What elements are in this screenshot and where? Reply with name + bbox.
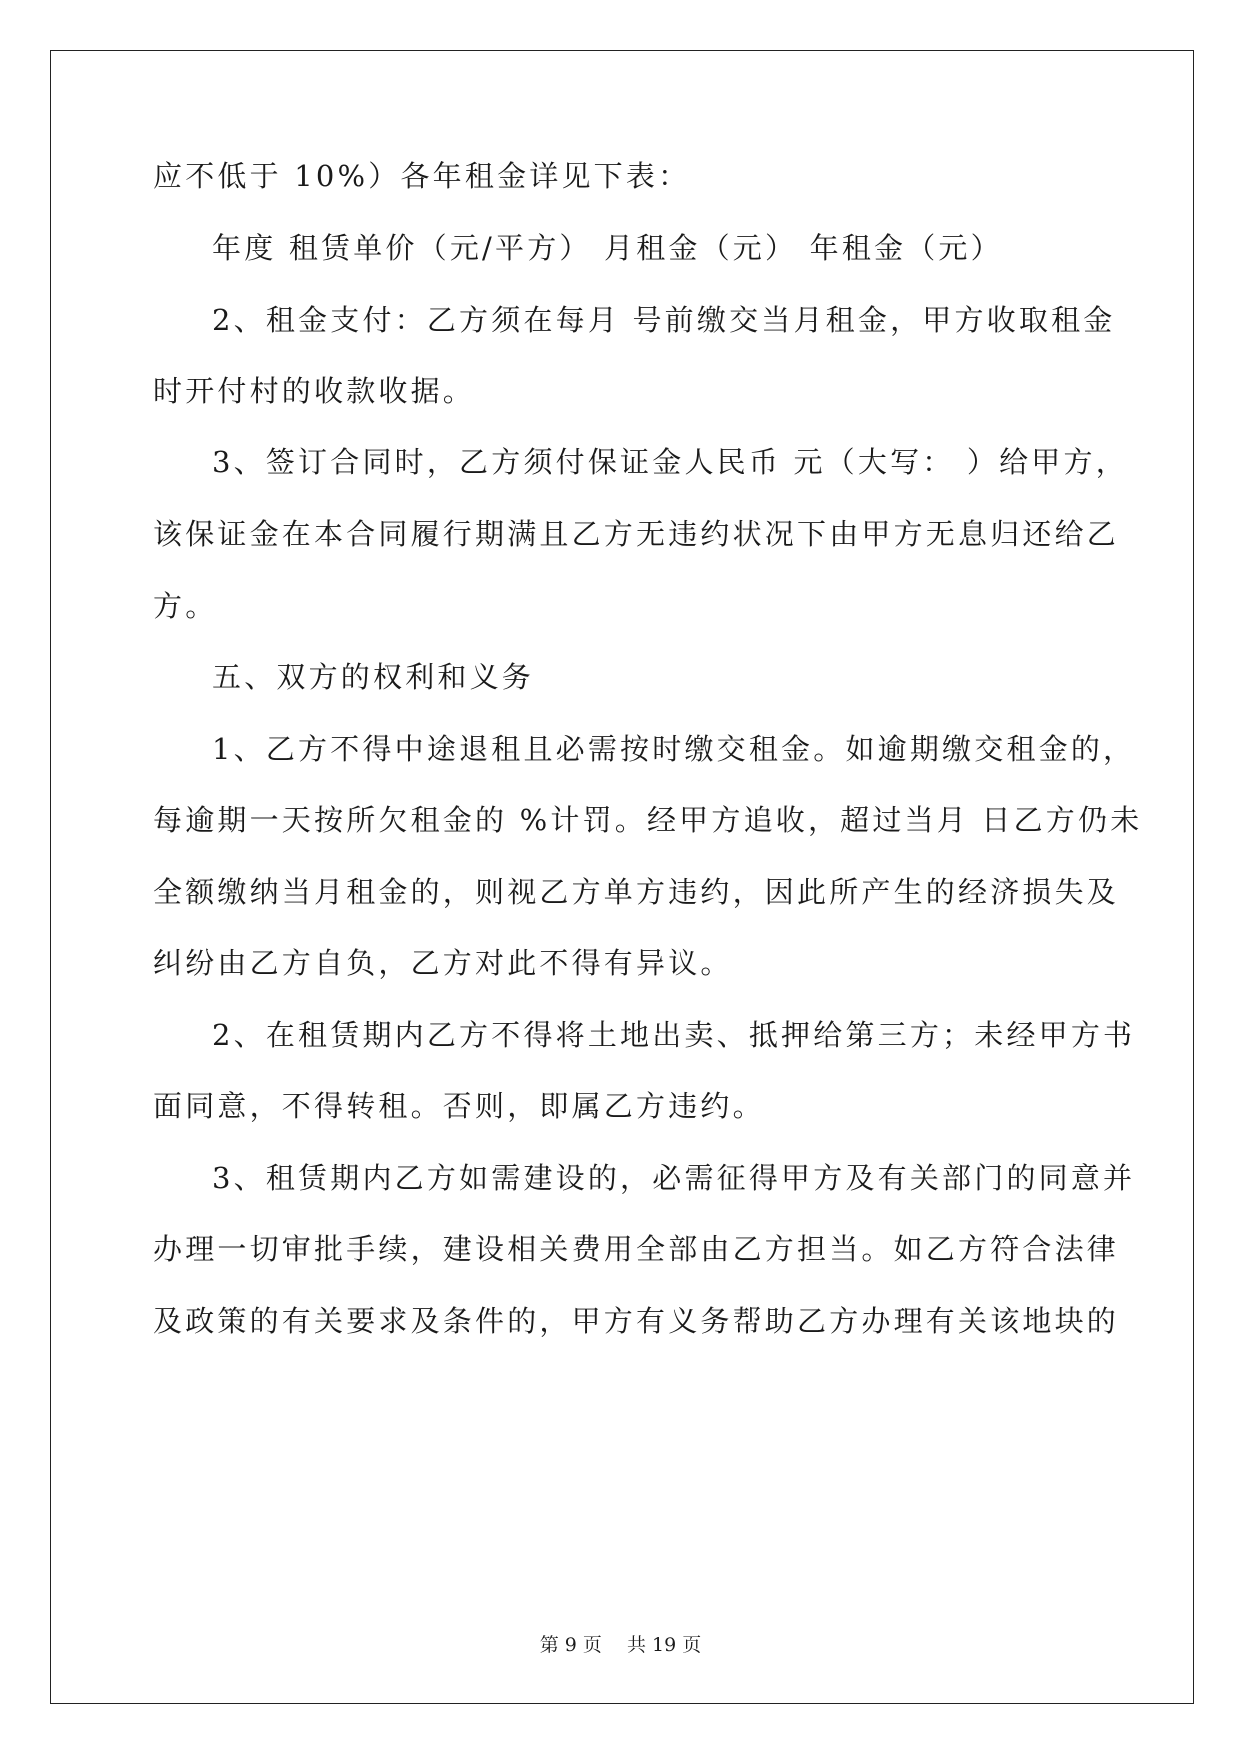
- body-text-line: 3、签订合同时，乙方须付保证金人民币 元（大写： ）给甲方，: [212, 445, 1128, 479]
- body-text-line: 应不低于 10%）各年租金详见下表：: [153, 159, 691, 193]
- body-text-line: 及政策的有关要求及条件的，甲方有义务帮助乙方办理有关该地块的: [153, 1304, 1120, 1338]
- body-text-line: 2、租金支付：乙方须在每月 号前缴交当月租金，甲方收取租金: [212, 303, 1116, 337]
- body-text-line: 1、乙方不得中途退租且必需按时缴交租金。如逾期缴交租金的，: [212, 732, 1136, 766]
- page-number-footer: 第 9 页 共 19 页: [539, 1634, 702, 1656]
- body-text-line: 每逾期一天按所欠租金的 %计罚。经甲方追收，超过当月 日乙方仍未: [153, 803, 1143, 837]
- body-text-line: 时开付村的收款收据。: [153, 374, 476, 408]
- section-heading: 五、双方的权利和义务: [212, 660, 535, 694]
- body-text-line: 办理一切审批手续，建设相关费用全部由乙方担当。如乙方符合法律: [153, 1232, 1120, 1266]
- body-text-line: 全额缴纳当月租金的，则视乙方单方违约，因此所产生的经济损失及: [153, 875, 1120, 909]
- body-text-line: 面同意，不得转租。否则，即属乙方违约。: [153, 1089, 765, 1123]
- body-text-line: 3、租赁期内乙方如需建设的，必需征得甲方及有关部门的同意并: [212, 1161, 1136, 1195]
- table-header-line: 年度 租赁单价（元/平方） 月租金（元） 年租金（元）: [212, 231, 1003, 265]
- body-text-line: 纠纷由乙方自负，乙方对此不得有异议。: [153, 946, 733, 980]
- body-text-line: 方。: [153, 589, 218, 623]
- body-text-line: 2、在租赁期内乙方不得将土地出卖、抵押给第三方；未经甲方书: [212, 1018, 1136, 1052]
- body-text-line: 该保证金在本合同履行期满且乙方无违约状况下由甲方无息归还给乙: [153, 517, 1120, 551]
